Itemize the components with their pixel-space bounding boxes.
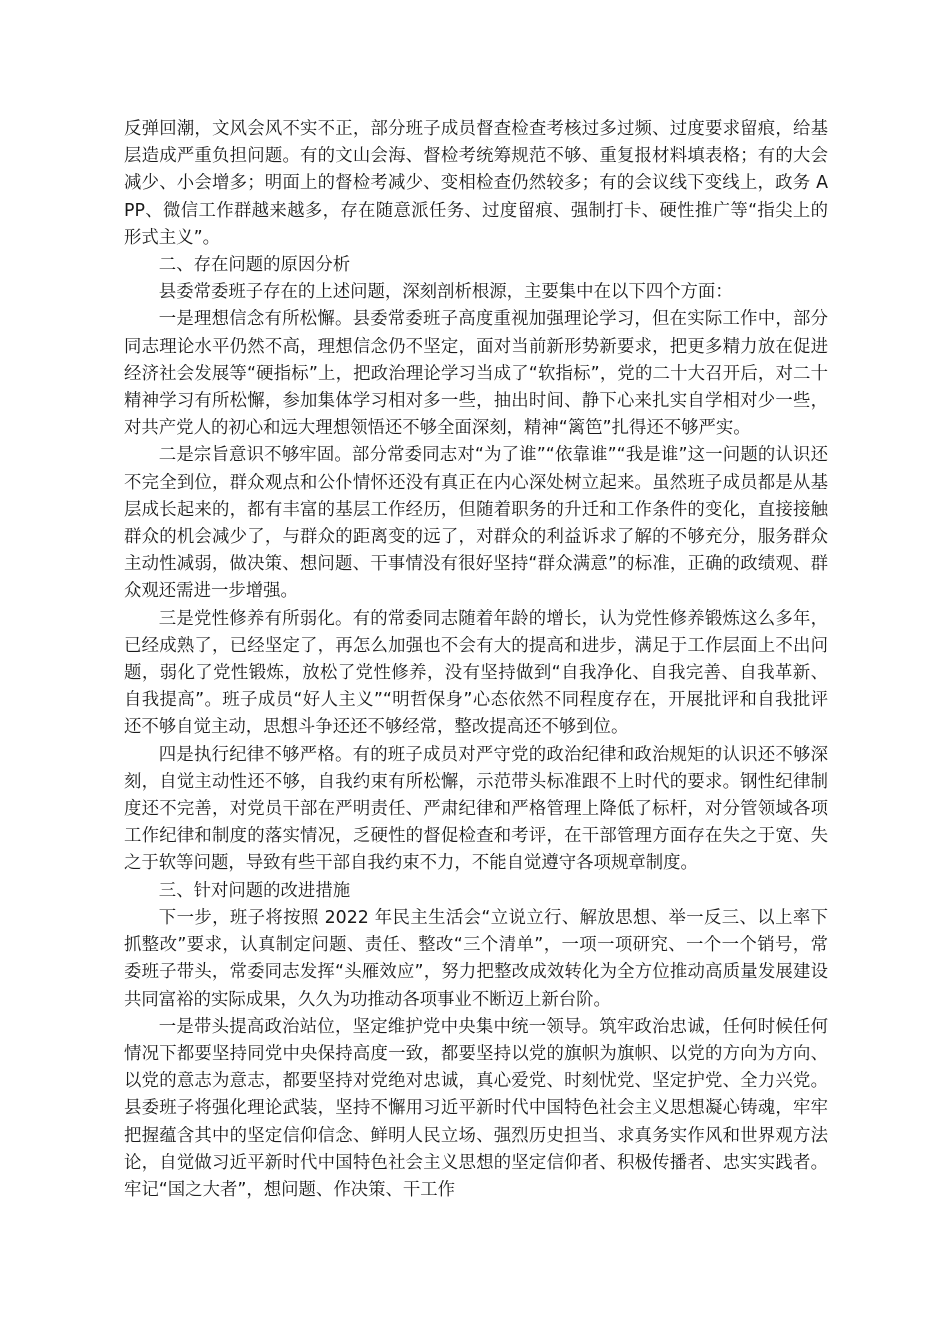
- paragraph: 一是带头提高政治站位，坚定维护党中央集中统一领导。筑牢政治忠诚，任何时候任何情况下都要坚持同党中央保持高度一致，都要坚持以党的旗帜为旗帜、以党的方向为方向、以党的意志为意志，都要坚持对党绝对忠诚，真心爱党、时刻忧党、坚定护党、全力兴党。县委班子将强化理论武装，坚持不懈用习近平新时代中国特色社会主义思想凝心铸魂，牢牢把握蕴含其中的坚定信仰信念、鲜明人民立场、强烈历史担当、求真务实作风和世界观方法论，自觉做习近平新时代中国特色社会主义思想的坚定信仰者、积极传播者、忠实实践者。牢记“国之大者”，想问题、作决策、干工作: [124, 1016, 828, 1200]
- paragraph: 下一步，班子将按照 2022 年民主生活会“立说立行、解放思想、举一反三、以上率下抓整改”要求，认真制定问题、责任、整改“三个清单”，一项一项研究、一个一个销号，常委班子带头，常委同志发挥“头雁效应”，努力把整改成效转化为全方位推动高质量发展建设共同富裕的实际成果，久久为功推动各项事业不断迈上新台阶。: [124, 907, 828, 1010]
- paragraph: 四是执行纪律不够严格。有的班子成员对严守党的政治纪律和政治规矩的认识还不够深刻，自觉主动性还不够，自我约束有所松懈，示范带头标准跟不上时代的要求。钢性纪律制度还不完善，对党员干部在严明责任、严肃纪律和严格管理上降低了标杆，对分管领域各项工作纪律和制度的落实情况，乏硬性的督促检查和考评，在干部管理方面存在失之于宽、失之于软等问题，导致有些干部自我约束不力，不能自觉遵守各项规章制度。: [124, 744, 828, 874]
- paragraph: 三是党性修养有所弱化。有的常委同志随着年龄的增长，认为党性修养锻炼这么多年，已经成熟了，已经坚定了，再怎么加强也不会有大的提高和进步，满足于工作层面上不出问题，弱化了党性锻炼，放松了党性修养，没有坚持做到“自我净化、自我完善、自我革新、自我提高”。班子成员“好人主义”“明哲保身”心态依然不同程度存在，开展批评和自我批评还不够自觉主动，思想斗争还还不够经常，整改提高还不够到位。: [124, 608, 828, 738]
- paragraph: 县委常委班子存在的上述问题，深刻剖析根源，主要集中在以下四个方面：: [158, 282, 733, 303]
- document-page: [124, 116, 828, 1204]
- section-heading-2: 二、存在问题的原因分析: [158, 255, 351, 276]
- paragraph: 二是宗旨意识不够牢固。部分常委同志对“为了谁”“依靠谁”“我是谁”这一问题的认识还不完全到位，群众观点和公仆情怀还没有真正在内心深处树立起来。虽然班子成员都是从基层成长起来的，都有丰富的基层工作经历，但随着职务的升迁和工作条件的变化，直接接触群众的机会减少了，与群众的距离变的远了，对群众的利益诉求了解的不够充分，服务群众主动性减弱，做决策、想问题、干事情没有很好坚持“群众满意”的标准，正确的政绩观、群众观还需进一步增强。: [124, 445, 828, 602]
- section-heading-3: 三、针对问题的改进措施: [158, 880, 351, 901]
- paragraph: 一是理想信念有所松懈。县委常委班子高度重视加强理论学习，但在实际工作中，部分同志理论水平仍然不高，理想信念仍不坚定，面对当前新形势新要求，把更多精力放在促进经济社会发展等“硬指标”上，把政治理论学习当成了“软指标”，党的二十大召开后，对二十精神学习有所松懈，参加集体学习相对多一些，抽出时间、静下心来扎实自学相对少一些，对共产党人的初心和远大理想领悟还不够全面深刻，精神“篱笆”扎得还不够严实。: [124, 309, 828, 439]
- paragraph-continued: 反弹回潮，文风会风不实不正，部分班子成员督查检查考核过多过频、过度要求留痕，给基层造成严重负担问题。有的文山会海、督检考统筹规范不够、重复报材料填表格；有的大会减少、小会增多；明面上的督检考减少、变相检查仍然较多；有的会议线下变线上，政务 APP、微信工作群越来越多，存在随意派任务、过度留痕、强制打卡、硬性推广等“指尖上的形式主义”。: [124, 119, 828, 248]
